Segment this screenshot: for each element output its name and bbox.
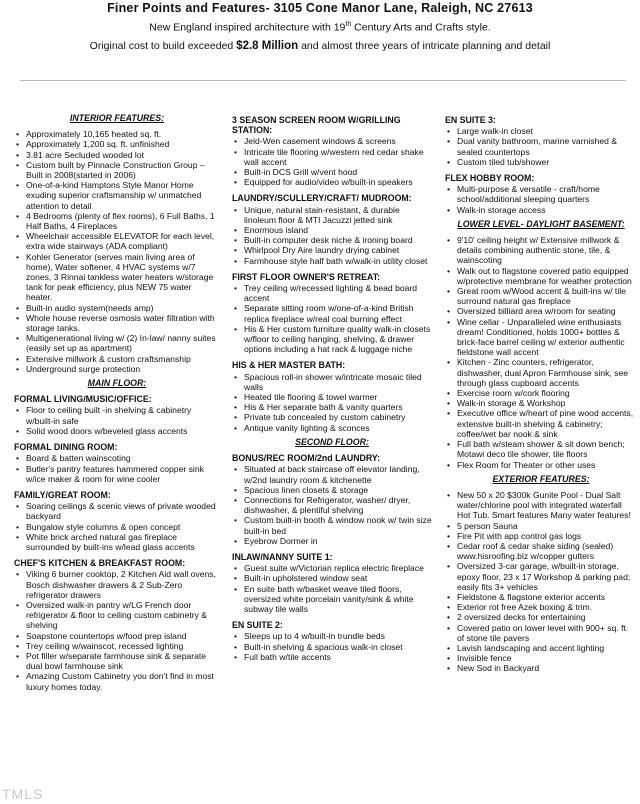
- feature-item: • 5 person Sauna: [457, 521, 637, 531]
- feature-item: • Built-in shelving & spacious walk-in closet: [244, 642, 432, 652]
- feature-item: • White brick arched natural gas fireplace surrounded by built-ins w/lead glass accents: [26, 532, 220, 552]
- feature-item: • Walk out to flagstone covered patio equipped w/protective membrane for weather protection: [457, 266, 637, 286]
- header-divider: [20, 80, 626, 81]
- section-heading: FORMAL LIVING/MUSIC/OFFICE:: [14, 394, 152, 405]
- section-heading: FLEX HOBBY ROOM:: [445, 173, 535, 184]
- feature-item: • Custom built-in booth & window nook w/ twin size built-in bed: [244, 515, 432, 535]
- cost-pre: Original cost to build exceeded: [89, 39, 237, 52]
- feature-item: • Executive office w/heart of pine wood accents, extensive built-in shelving & cabinetry; coffee/wet bar nook & sink: [457, 408, 637, 439]
- section-heading: HIS & HER MASTER BATH:: [232, 360, 346, 371]
- feature-item: • Eyebrow Dormer in: [244, 536, 432, 546]
- feature-item: • Situated at back staircase off elevator landing, w/2nd laundry room & kitchenette: [244, 464, 432, 484]
- feature-item: • Covered patio on lower level with 900+ sq. ft. of stone tile pavers: [457, 623, 637, 643]
- section-heading: LAUNDRY/SCULLERY/CRAFT/ MUDROOM:: [232, 193, 412, 204]
- feature-item: • 3.81 acre Secluded wooded lot: [26, 150, 220, 160]
- feature-item: • Trey ceiling w/wainscot, recessed lighting: [26, 641, 220, 651]
- feature-item: • Fieldstone & flagstone exterior accents: [457, 592, 637, 602]
- feature-item: • Multi-purpose & versatile - craft/home school/additional sleeping quarters: [457, 184, 637, 204]
- column-1: [14, 109, 220, 692]
- subtitle-pre: New England inspired architecture with 19: [149, 21, 346, 34]
- cost-post: and almost three years of intricate planning and detail: [298, 39, 551, 52]
- section-heading: EN SUITE 2:: [232, 620, 283, 631]
- section-heading: FAMILY/GREAT ROOM:: [14, 489, 111, 500]
- section-heading: CHEF'S KITCHEN & BREAKFAST ROOM:: [14, 558, 186, 569]
- feature-list: [232, 464, 432, 546]
- feature-item: • Guest suite w/Victorian replica electric fireplace: [244, 563, 432, 573]
- section-heading: EN SUITE 3:: [445, 115, 496, 125]
- feature-item: • Solid wood doors w/beveled glass accents: [26, 426, 220, 436]
- feature-item: • Kitchen - Zinc counters, refrigerator, dishwasher, dual Apron Farmhouse sink, see through glass cupboard accents: [457, 357, 637, 388]
- feature-list: [232, 563, 432, 614]
- feature-item: • Exercise room w/cork flooring: [457, 388, 637, 398]
- feature-list: [232, 283, 432, 354]
- feature-item: • His & Her separate bath & vanity quarters: [244, 402, 432, 412]
- section-heading: BONUS/REC ROOM/2nd LAUNDRY:: [232, 453, 381, 464]
- subtitle-post: Century Arts and Crafts style.: [351, 21, 491, 34]
- feature-item: • Built-in DCS Grill w/vent hood: [244, 167, 432, 177]
- feature-item: • Separate sitting room w/one-of-a-kind British replica fireplace w/real coal burning effect: [244, 303, 432, 323]
- feature-list: [445, 235, 637, 470]
- feature-item: • Invisible fence: [457, 653, 637, 663]
- section-heading: LOWER LEVEL- DAYLIGHT BASEMENT:: [457, 218, 625, 229]
- section-heading: FORMAL DINING ROOM:: [14, 442, 118, 453]
- feature-item: • Jeld-Wen casement windows & screens: [244, 136, 432, 146]
- feature-item: • Extensive millwork & custom craftsmanship: [26, 354, 220, 364]
- feature-item: • Soaring ceilings & scenic views of private wooded backyard: [26, 501, 220, 521]
- feature-item: • Flex Room for Theater or other uses: [457, 460, 637, 470]
- feature-item: • Approximately 10,165 heated sq. ft.: [26, 129, 220, 139]
- feature-item: • Custom built by Pinnacle Construction Group – Built in 2008(started in 2006): [26, 160, 220, 180]
- feature-item: • Lavish landscaping and accent lighting: [457, 643, 637, 653]
- feature-item: • 4 Bedrooms (plenty of flex rooms), 6 Full Baths, 1 Half Baths, 4 Fireplaces: [26, 211, 220, 231]
- feature-item: • Large walk-in closet: [457, 126, 637, 136]
- feature-item: • Amazing Custom Cabinetry you don't find in most luxury homes today.: [26, 671, 220, 691]
- feature-item: • Walk-in storage & Workshop: [457, 398, 637, 408]
- feature-item: • New Sod in Backyard: [457, 663, 637, 673]
- feature-item: • Exterior rot free Azek boxing & trim.: [457, 602, 637, 612]
- mls-watermark: TMLS: [2, 786, 44, 802]
- section-heading: FIRST FLOOR OWNER'S RETREAT:: [232, 271, 381, 282]
- feature-item: • 2 oversized decks for entertaining: [457, 612, 637, 622]
- feature-list: [14, 405, 220, 436]
- feature-item: • Spacious linen closets & storage: [244, 485, 432, 495]
- feature-list: [14, 569, 220, 691]
- feature-item: • Wheelchair accessible ELEVATOR for each level, extra wide stairways (ADA compliant): [26, 231, 220, 251]
- feature-item: • Soapstone countertops w/food prep island: [26, 631, 220, 641]
- feature-item: • Full bath w/tile accents: [244, 652, 432, 662]
- feature-item: • Dual vanity bathroom, marine varnished & sealed countertops: [457, 136, 637, 156]
- feature-item: • Whirlpool Dry Aire laundry drying cabinet: [244, 245, 432, 255]
- feature-item: • Bungalow style columns & open concept: [26, 522, 220, 532]
- feature-item: • Floor to ceiling built -in shelving & cabinetry w/built-in safe: [26, 405, 220, 425]
- feature-item: • Kohler Generator (serves main living area of home), Water softener, 4 HVAC systems w/7 zones, 3 Rinnai tankless water heaters w/storage tank for peak efficiency, plus NEW 75 water heater.: [26, 252, 220, 303]
- column-2: [232, 109, 432, 662]
- feature-list: [232, 372, 432, 433]
- cost-amount: $2.8 Million: [236, 39, 299, 52]
- feature-item: • His & Her custom furniture quality walk-in closets w/floor to ceiling hanging, shelving, & drawer options including a hat rack & luggage niche: [244, 324, 432, 355]
- page-title: Finer Points and Features- 3105 Cone Manor Lane, Raleigh, NC 27613: [107, 1, 533, 15]
- feature-item: • Built-in upholstered window seat: [244, 573, 432, 583]
- feature-list: [232, 205, 432, 266]
- section-heading: EXTERIOR FEATURES:: [492, 473, 590, 484]
- section-heading: MAIN FLOOR:: [87, 378, 147, 389]
- feature-item: • Intricate tile flooring w/western red cedar shake wall accent: [244, 147, 432, 167]
- feature-item: • Farmhouse style half bath w/walk-in utility closet: [244, 256, 432, 266]
- feature-item: • Oversized 3-car garage, w/built-in storage, epoxy floor, 23 x 17 Workshop & parking pad; easily fits 3+ vehicles: [457, 561, 637, 592]
- feature-list: [232, 136, 432, 187]
- feature-item: • En suite bath w/basket weave tiled floors, oversized white porcelain vanity/sink & white subway tile walls: [244, 584, 432, 615]
- section-heading: SECOND FLOOR:: [295, 436, 369, 447]
- section-heading: 3 SEASON SCREEN ROOM W/GRILLING STATION:: [232, 115, 401, 136]
- section-heading: INTERIOR FEATURES:: [69, 113, 165, 123]
- feature-item: • One-of-a-kind Hamptons Style Manor Home exuding superior craftsmanship w/ unmatched attention to detail: [26, 180, 220, 211]
- feature-item: • Heated tile flooring & towel warmer: [244, 392, 432, 402]
- feature-item: • Built-in audio system(needs amp): [26, 303, 220, 313]
- feature-item: • Underground surge protection: [26, 364, 220, 374]
- feature-list: [445, 126, 637, 167]
- feature-list: [14, 129, 220, 374]
- feature-item: • Oversized billiard area w/room for seating: [457, 306, 637, 316]
- feature-item: • Fire Pit with app control gas logs: [457, 531, 637, 541]
- feature-list: [14, 501, 220, 552]
- feature-item: • Butler's pantry features hammered copper sink w/ice maker & room for wine cooler: [26, 464, 220, 484]
- feature-item: • Enormous island: [244, 225, 432, 235]
- feature-item: • Custom tiled tub/shower: [457, 157, 637, 167]
- feature-item: • Built-in computer desk niche & ironing board: [244, 235, 432, 245]
- feature-item: • Viking 6 burner cooktop, 2 Kitchen Aid wall ovens, Bosch dishwasher drawers & 2 Sub-Zero refrigerator drawers: [26, 569, 220, 600]
- feature-item: • Wine cellar - Unparalleled wine enthusiasts dream! Conditioned, holds 1000+ bottles & brick-face barrel ceiling w/ exterior authentic fieldstone wall accent: [457, 317, 637, 358]
- feature-item: • Trey ceiling w/recessed lighting & bead board accent: [244, 283, 432, 303]
- feature-item: • Unique, natural stain-resistant, & durable linoleum floor & MTI Jacuzzi jetted sink: [244, 205, 432, 225]
- feature-item: • Private tub concealed by custom cabinetry: [244, 412, 432, 422]
- column-3: [445, 109, 637, 674]
- feature-item: • Antique vanity lighting & sconces: [244, 423, 432, 433]
- feature-item: • Whole house reverse osmosis water filtration with storage tanks.: [26, 313, 220, 333]
- feature-item: • Oversized walk-in pantry w/LG French door refrigerator & floor to ceiling custom cabinetry & shelving: [26, 600, 220, 631]
- feature-item: • Board & batten wainscoting: [26, 453, 220, 463]
- document-header: [0, 0, 640, 53]
- feature-item: • 9'10' ceiling height w/ Extensive millwork & details combining authentic stone, tile, & wainscoting: [457, 235, 637, 266]
- feature-item: • Multigenerational living w/ (2) In-law/ nanny suites (easily set up as apartment): [26, 333, 220, 353]
- feature-list: [232, 631, 432, 662]
- feature-list: [445, 184, 637, 215]
- feature-item: • Pot filler w/separate farmhouse sink & separate dual bowl farmhouse sink: [26, 651, 220, 671]
- feature-item: • Full bath w/steam shower & sit down bench; Motawi deco tile shower, tile floors: [457, 439, 637, 459]
- style-subtitle: [0, 18, 640, 35]
- feature-item: • Great room w/Wood accent & built-ins w/ tile surround natural gas fireplace: [457, 286, 637, 306]
- feature-item: • Connections for Refrigerator, washer/ dryer, dishwasher, & plentiful shelving: [244, 495, 432, 515]
- subtitle-sup: th: [345, 21, 352, 28]
- section-heading: INLAW/NANNY SUITE 1:: [232, 551, 333, 562]
- feature-item: • Spacious roll-in shower w/intricate mosaic tiled walls: [244, 372, 432, 392]
- feature-item: • Equipped for audio/video w/built-in speakers: [244, 177, 432, 187]
- feature-item: • New 50 x 20 $300k Gunite Pool - Dual Salt water/chlorine pool with integrated waterfall Hot Tub. Smart features Many water features!: [457, 490, 637, 521]
- feature-item: • Cedar roof & cedar shake siding (sealed) www.hisroofing.biz w/copper gutters: [457, 541, 637, 561]
- cost-line: [0, 39, 640, 53]
- feature-item: • Walk-in storage access: [457, 205, 637, 215]
- feature-list: [445, 490, 637, 674]
- feature-list: [14, 453, 220, 484]
- feature-item: • Sleeps up to 4 w/built-in trundle beds: [244, 631, 432, 641]
- feature-item: • Approximately 1,200 sq. ft. unfinished: [26, 139, 220, 149]
